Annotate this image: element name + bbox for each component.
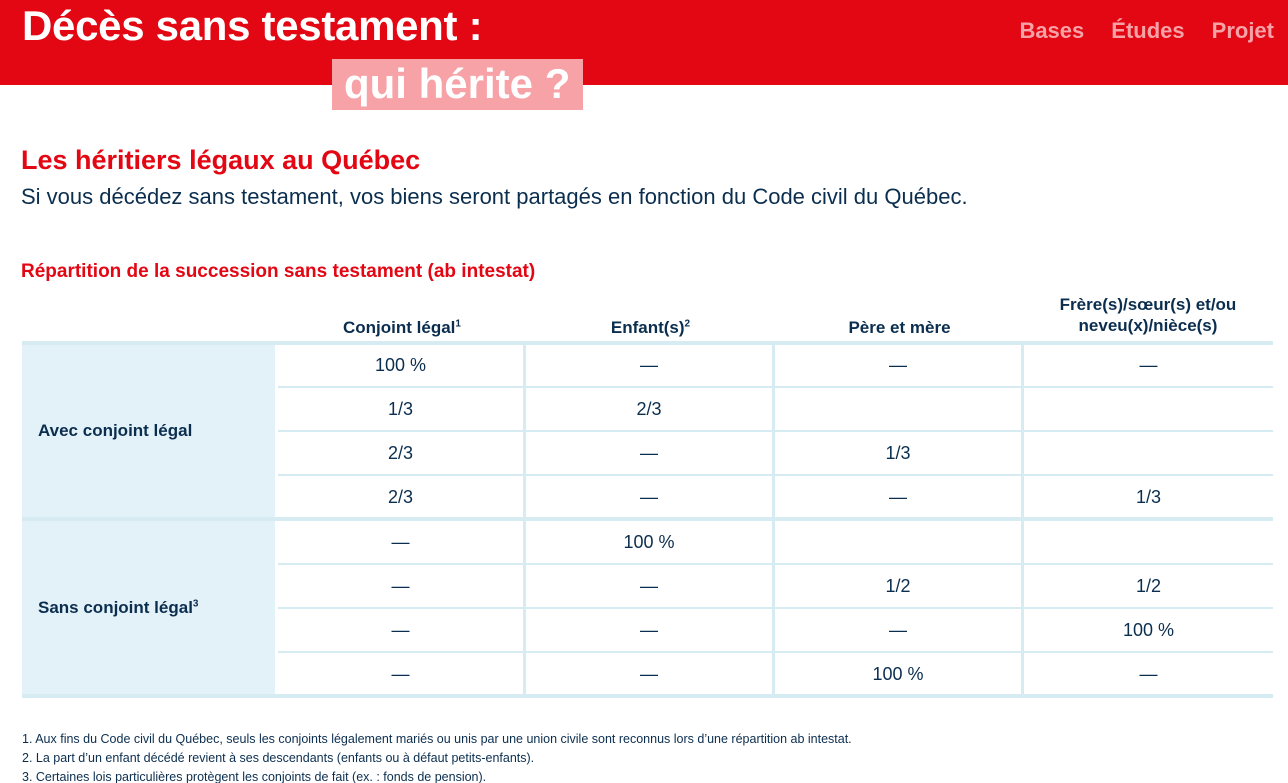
nav-item-bases[interactable]: Bases [1019,18,1085,43]
table-cell [775,520,1024,564]
column-header-enfants: $Enfant(s)^2$ [610,318,691,337]
table-cell: 1/3 [278,387,526,431]
column-header-conjoint: Conjoint légal$^1$ [343,318,461,337]
table-cell: — [775,475,1024,519]
page-title: Décès sans testament : [22,2,483,49]
group-label-avec-conjoint: Avec conjoint légal [38,421,193,440]
table-cell: 1/3 [1135,486,1162,507]
table-cell [1024,431,1273,475]
table-cell: 100 % [1122,619,1175,640]
nav-item-etudes[interactable]: Études [1111,18,1185,43]
table-cell: — [526,564,775,608]
table-cell: — [278,652,526,696]
table-cell [775,387,1024,431]
table-bottom-rule [22,694,1273,698]
table-cell: — [526,475,775,519]
table-cell: — [526,608,775,652]
footnotes [22,730,852,783]
footnote-2: 2. La part d’un enfant décédé revient à ses descendants (enfants ou à défaut petits-enfants). [22,751,535,765]
table-cell: — [526,431,775,475]
nav-item-projet[interactable]: Projet [1211,18,1274,43]
footnote-1: 1. Aux fins du Code civil du Québec, seuls les conjoints légalement mariés ou unis par une union civile sont reconnus lors d’une répartition ab intestat. [22,732,852,746]
table-cell: — [526,652,775,696]
table-cell: 2/3 [278,431,526,475]
section-title: Les héritiers légaux au Québec [21,145,421,175]
table-cell: — [1139,663,1158,684]
page-title-highlight: qui hérite ? [332,59,583,110]
table-cell: — [278,564,526,608]
table-cell: — [526,343,775,387]
table-cell: — [278,520,526,564]
table-cell: 1/2 [775,564,1024,608]
column-header-parents: Père et mère [848,318,951,337]
table-cell: 100 % [278,343,526,387]
footnote-3: 3. Certaines lois particulières protègent les conjoints de fait (ex. : fonds de pension). [22,770,487,783]
column-header-freres-soeurs: Frère(s)/sœur(s) et/ou neveu(x)/nièce(s) [1059,295,1237,335]
table-cell: — [775,608,1024,652]
table-cell: 100 % [775,652,1024,696]
table-cell: 2/3 [526,387,775,431]
table-cell: 100 % [526,520,775,564]
table-cell: 2/3 [278,475,526,519]
table-caption: Répartition de la succession sans testament (ab intestat) [21,261,536,282]
table-cell: — [1139,354,1158,375]
section-subtitle: Si vous décédez sans testament, vos biens seront partagés en fonction du Code civil du Québec. [21,184,968,209]
table-cell [1024,387,1273,431]
table-cell: 1/3 [775,431,1024,475]
table-cell: — [775,343,1024,387]
table-cell: 1/2 [1135,575,1162,596]
table-cell [1024,520,1273,564]
group-label-sans-conjoint: Sans conjoint légal$^3$ [38,598,199,617]
top-nav [1019,18,1274,44]
table-cell: — [278,608,526,652]
